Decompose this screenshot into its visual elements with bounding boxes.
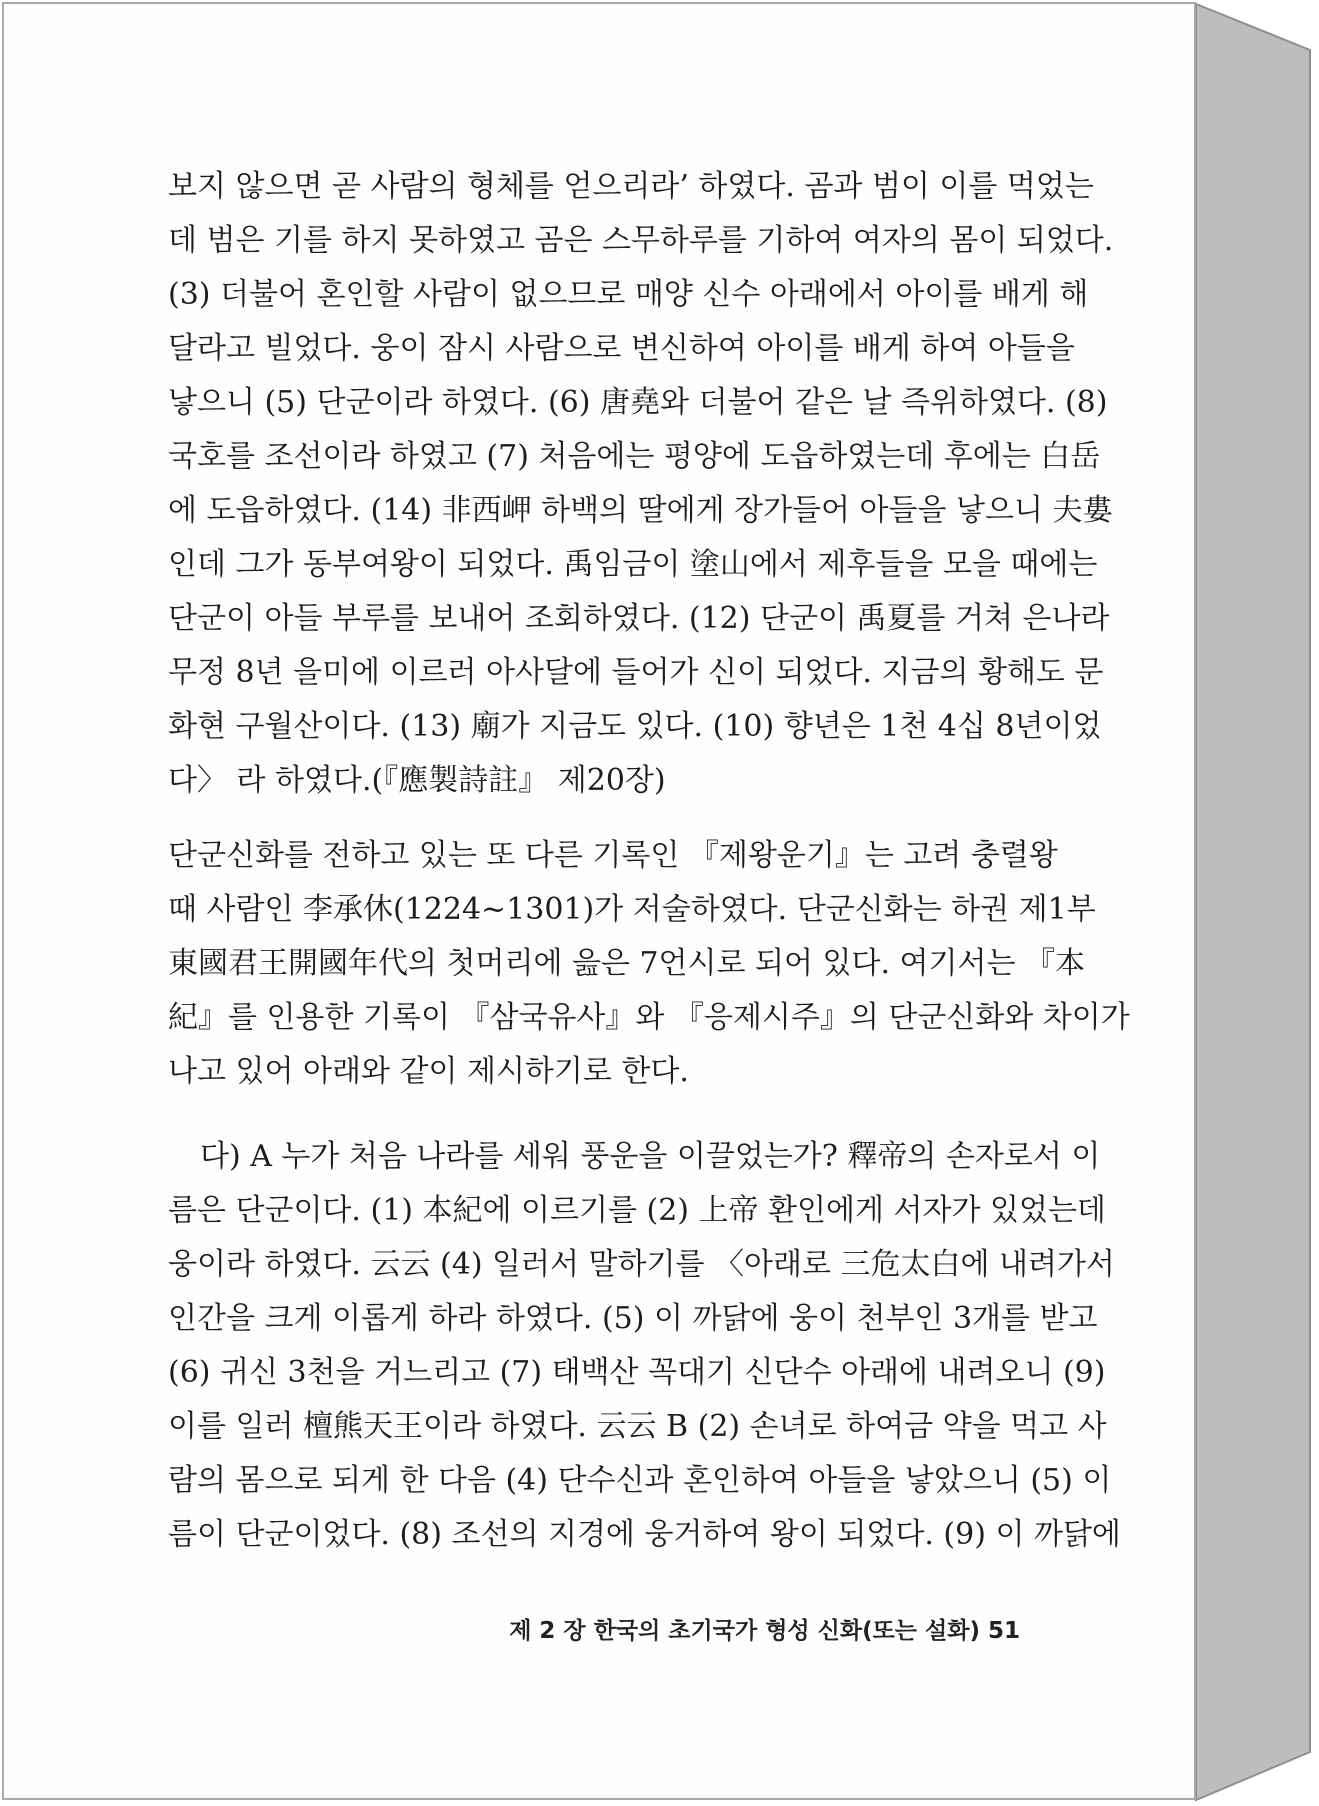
paragraph-quote-continued [168,160,1114,808]
text-line: 때 사람인 李承休(1224~1301)가 저술하였다. 단군신화는 하권 제1부 [168,892,1096,927]
text-line: 낳으니 (5) 단군이라 하였다. (6) 唐堯와 더불어 같은 날 즉위하였다. (8) [168,385,1108,420]
text-line: 다) A 누가 처음 나라를 세워 풍운을 이끌었는가? 釋帝의 손자로서 이 [200,1139,1101,1174]
text-line: 국호를 조선이라 하였고 (7) 처음에는 평양에 도읍하였는데 후에는 白岳 [168,439,1101,474]
text-line: 나고 있어 아래와 같이 제시하기로 한다. [168,1054,689,1089]
text-line: 달라고 빌었다. 웅이 잠시 사람으로 변신하여 아이를 배게 하여 아들을 [168,331,1075,366]
text-line: 이를 일러 檀熊天王이라 하였다. 云云 B (2) 손녀로 하여금 약을 먹고 사 [168,1409,1107,1444]
text-line: 름은 단군이다. (1) 本紀에 이르기를 (2) 上帝 환인에게 서자가 있었는데 [168,1193,1106,1228]
paragraph-quote [168,1130,1121,1562]
text-line: 東國君王開國年代의 첫머리에 읊은 7언시로 되어 있다. 여기서는 『本 [168,946,1086,981]
text-line: 름이 단군이었다. (8) 조선의 지경에 웅거하여 왕이 되었다. (9) 이 까닭에 [168,1517,1121,1552]
text-line: 에 도읍하였다. (14) 非西岬 하백의 딸에게 장가들어 아들을 낳으니 夫婁 [168,493,1113,528]
text-line: 웅이라 하였다. 云云 (4) 일러서 말하기를 〈아래로 三危太白에 내려가서 [168,1247,1115,1282]
text-line: 람의 몸으로 되게 한 다음 (4) 단수신과 혼인하여 아들을 낳았으니 (5) 이 [168,1463,1112,1498]
text-line: 다〉 라 하였다.(『應製詩註』 제20장) [168,763,666,798]
text-line: 보지 않으면 곧 사람의 형체를 얻으리라’ 하였다. 곰과 범이 이를 먹었는 [168,169,1094,204]
text-line: (6) 귀신 3천을 거느리고 (7) 태백산 꼭대기 신단수 아래에 내려오니 (9) [168,1355,1106,1390]
text-line: 단군이 아들 부루를 보내어 조회하였다. (12) 단군이 禹夏를 거쳐 은나라 [168,601,1110,636]
page-edge-shading [1196,4,1310,1800]
text-line: 화현 구월산이다. (13) 廟가 지금도 있다. (10) 향년은 1천 4십 8년이었 [168,709,1102,744]
text-line: 무정 8년 을미에 이르러 아사달에 들어가 신이 되었다. 지금의 황해도 문 [168,655,1104,690]
text-line: 데 범은 기를 하지 못하였고 곰은 스무하루를 기하여 여자의 몸이 되었다. [168,223,1114,258]
text-line: 인간을 크게 이롭게 하라 하였다. (5) 이 까닭에 웅이 천부인 3개를 받고 [168,1301,1098,1336]
text-line: (3) 더불어 혼인할 사람이 없으므로 매양 신수 아래에서 아이를 배게 해 [168,277,1089,312]
text-line: 인데 그가 동부여왕이 되었다. 禹임금이 塗山에서 제후들을 모을 때에는 [168,547,1098,582]
paragraph-body [168,829,1130,1099]
text-line: 단군신화를 전하고 있는 또 다른 기록인 『제왕운기』는 고려 충렬왕 [168,838,1058,873]
text-line: 紀』를 인용한 기록이 『삼국유사』와 『응제시주』의 단군신화와 차이가 [168,1000,1130,1035]
running-footer-page-number: 제 2 장 한국의 초기국가 형성 신화(또는 설화) 51 [509,1618,1020,1644]
